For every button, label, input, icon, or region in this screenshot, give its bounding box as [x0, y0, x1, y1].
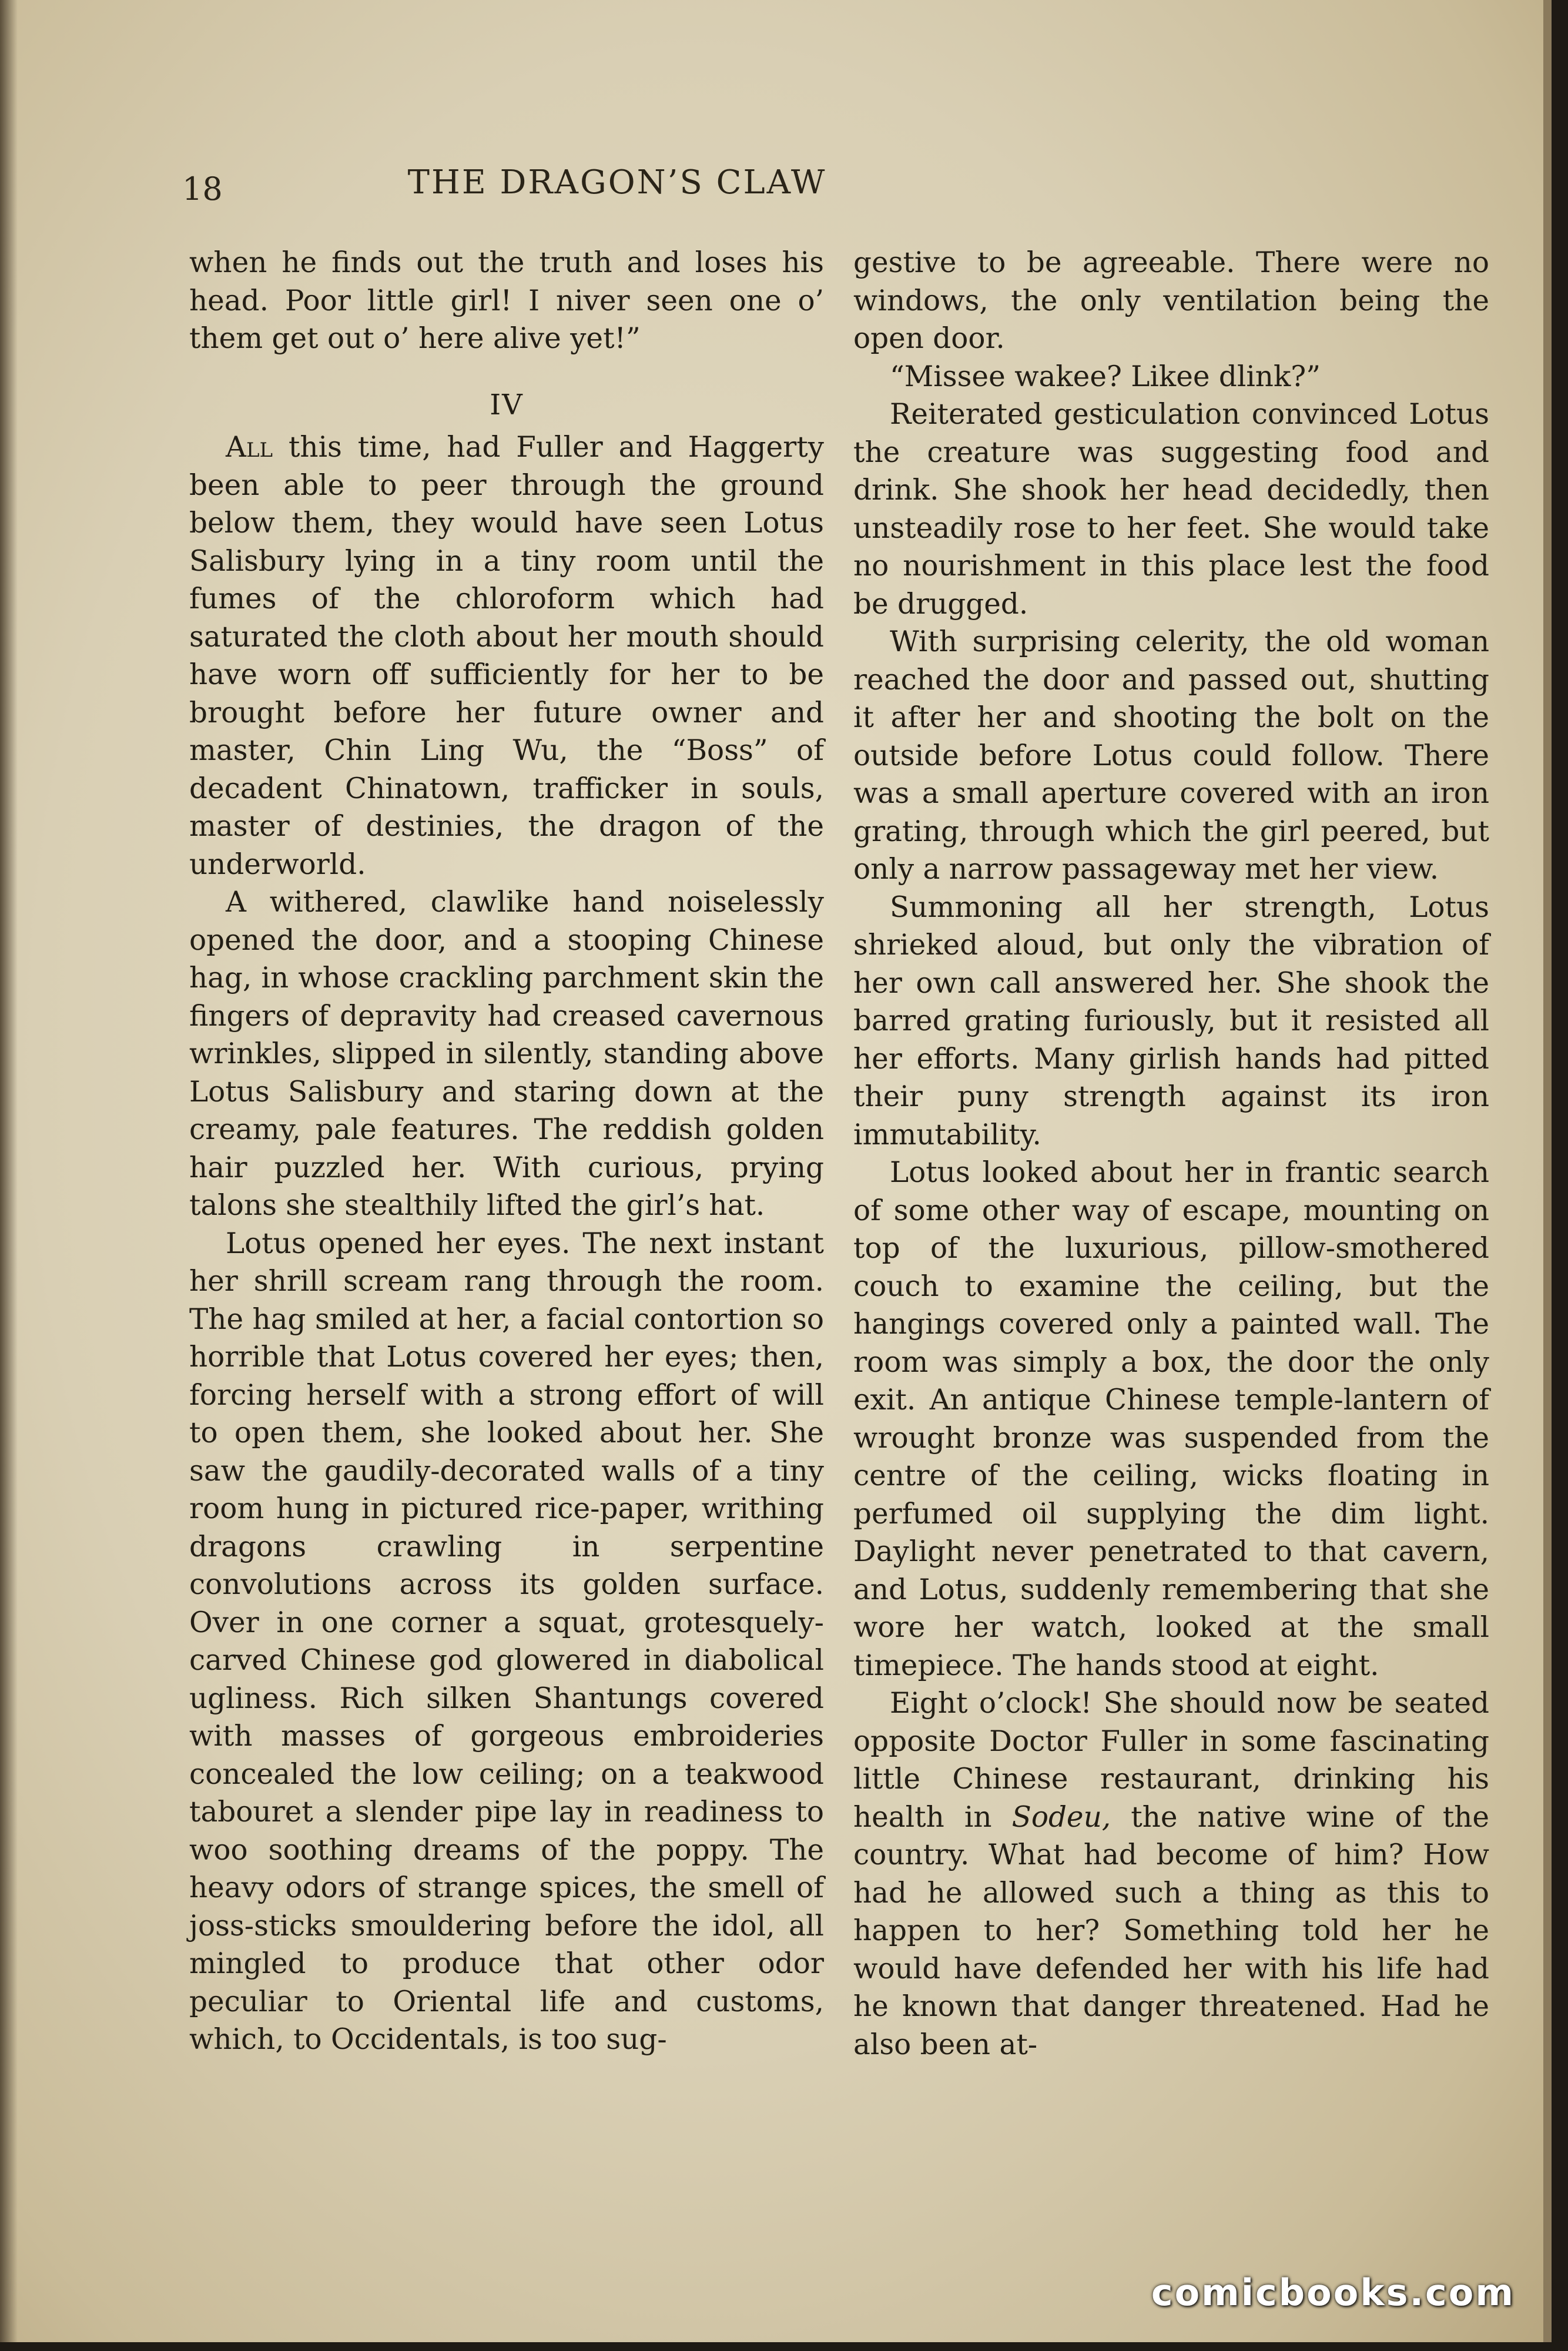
paragraph: Lotus opened her eyes. The next instant her shrill scream rang through the room. The hag smiled at her, a facial contortion so horrible that Lotus covered her eyes; then, forcing herself with a strong effort of will to open them, she looked about her. She saw the gaudily-decorated walls of a tiny room hung in pictured rice-paper, writhing dragons crawling in serpentine convolutions across its golden surface. Over in one corner a squat, grotesquely-carved Chinese god glowered in diabolical ugliness. Rich silken Shantungs covered with masses of gorgeous embroideries concealed the low ceiling; on a teakwood tabouret a slender pipe lay in readiness to woo soothing dreams of the poppy. The heavy odors of strange spices, the smell of joss-sticks smouldering before the idol, all mingled to produce that other odor peculiar to Oriental life and customs, which, to Occidentals, is too sug-	[189, 1227, 824, 2056]
left-column	[189, 244, 824, 2059]
paragraph: Summoning all her strength, Lotus shrieked aloud, but only the vibration of her own call answered her. She shook the barred grating furiously, but it resisted all her efforts. Many girlish hands had pitted their puny strength against its iron immutability.	[853, 890, 1489, 1151]
paragraph-text: this time, had Fuller and Haggerty been able to peer through the ground below them, they would have seen Lotus Salisbury lying in a tiny room until the fumes of the chloroform which had saturated the cloth about her mouth should have worn off sufficiently for her to be brought before her future owner and master, Chin Ling Wu, the “Boss” of decadent Chinatown, trafficker in souls, master of destinies, the dragon of the underworld.	[189, 431, 824, 881]
page-header	[182, 159, 1052, 217]
paragraph: Lotus looked about her in frantic search of some other way of escape, mounting on top of the luxurious, pillow-smothered couch to examine the ceiling, but the hangings covered only a painted wall. The room was simply a box, the door the only exit. An antique Chinese temple-lantern of wrought bronze was suspended from the centre of the ceiling, wicks floating in perfumed oil supplying the dim light. Daylight never penetrated to that cavern, and Lotus, suddenly remembering that she wore her watch, looked at the small timepiece. The hands stood at eight.	[853, 1156, 1489, 1682]
italic-word: Sodeu,	[1011, 1800, 1111, 1834]
paragraph: “Missee wakee? Likee dlink?”	[890, 360, 1321, 393]
paragraph: With surprising celerity, the old woman reached the door and passed out, shutting it after her and shooting the bolt on the outside before Lotus could follow. There was a small aperture covered with an iron grating, through which the girl peered, but only a narrow passageway met her view.	[853, 625, 1489, 886]
right-column	[853, 244, 1489, 2064]
paragraph	[189, 428, 824, 883]
paragraph-lead: All	[226, 431, 273, 464]
paragraph	[853, 1684, 1489, 2064]
paragraph: Reiterated gesticulation convinced Lotus the creature was suggesting food and drink. She shook her head decidedly, then unsteadily rose to her feet. She would take no nourishment in this place lest the food be drugged.	[853, 398, 1489, 621]
running-head: THE DRAGON’S CLAW	[407, 163, 827, 202]
paragraph: A withered, clawlike hand noiselessly opened the door, and a stooping Chinese hag, in whose crackling parchment skin the fingers of depravity had creased cavernous wrinkles, slipped in silently, standing above Lotus Salisbury and staring down at the creamy, pale features. The reddish golden hair puzzled her. With curious, prying talons she stealthily lifted the girl’s hat.	[189, 886, 824, 1222]
paragraph: gestive to be agreeable. There were no windows, the only ventilation being the open door.	[853, 246, 1489, 355]
paragraph: when he finds out the truth and loses his head. Poor little girl! I niver seen one o’ them get out o’ here alive yet!”	[189, 246, 824, 355]
watermark: comicbooks.com	[1151, 2271, 1515, 2314]
page-number: 18	[182, 170, 223, 207]
section-heading: IV	[490, 388, 524, 421]
paragraph-text: the native wine of the country. What had become of him? How had he allowed such a thing as this to happen to her? Something told her he would have defended her with his life had he known that danger threatened. Had he also been at-	[853, 1800, 1489, 2061]
paragraph-text: Eight o’clock! She should now be seated opposite Doctor Fuller in some fascinating little Chinese restaurant, drinking his health in	[853, 1687, 1489, 1834]
